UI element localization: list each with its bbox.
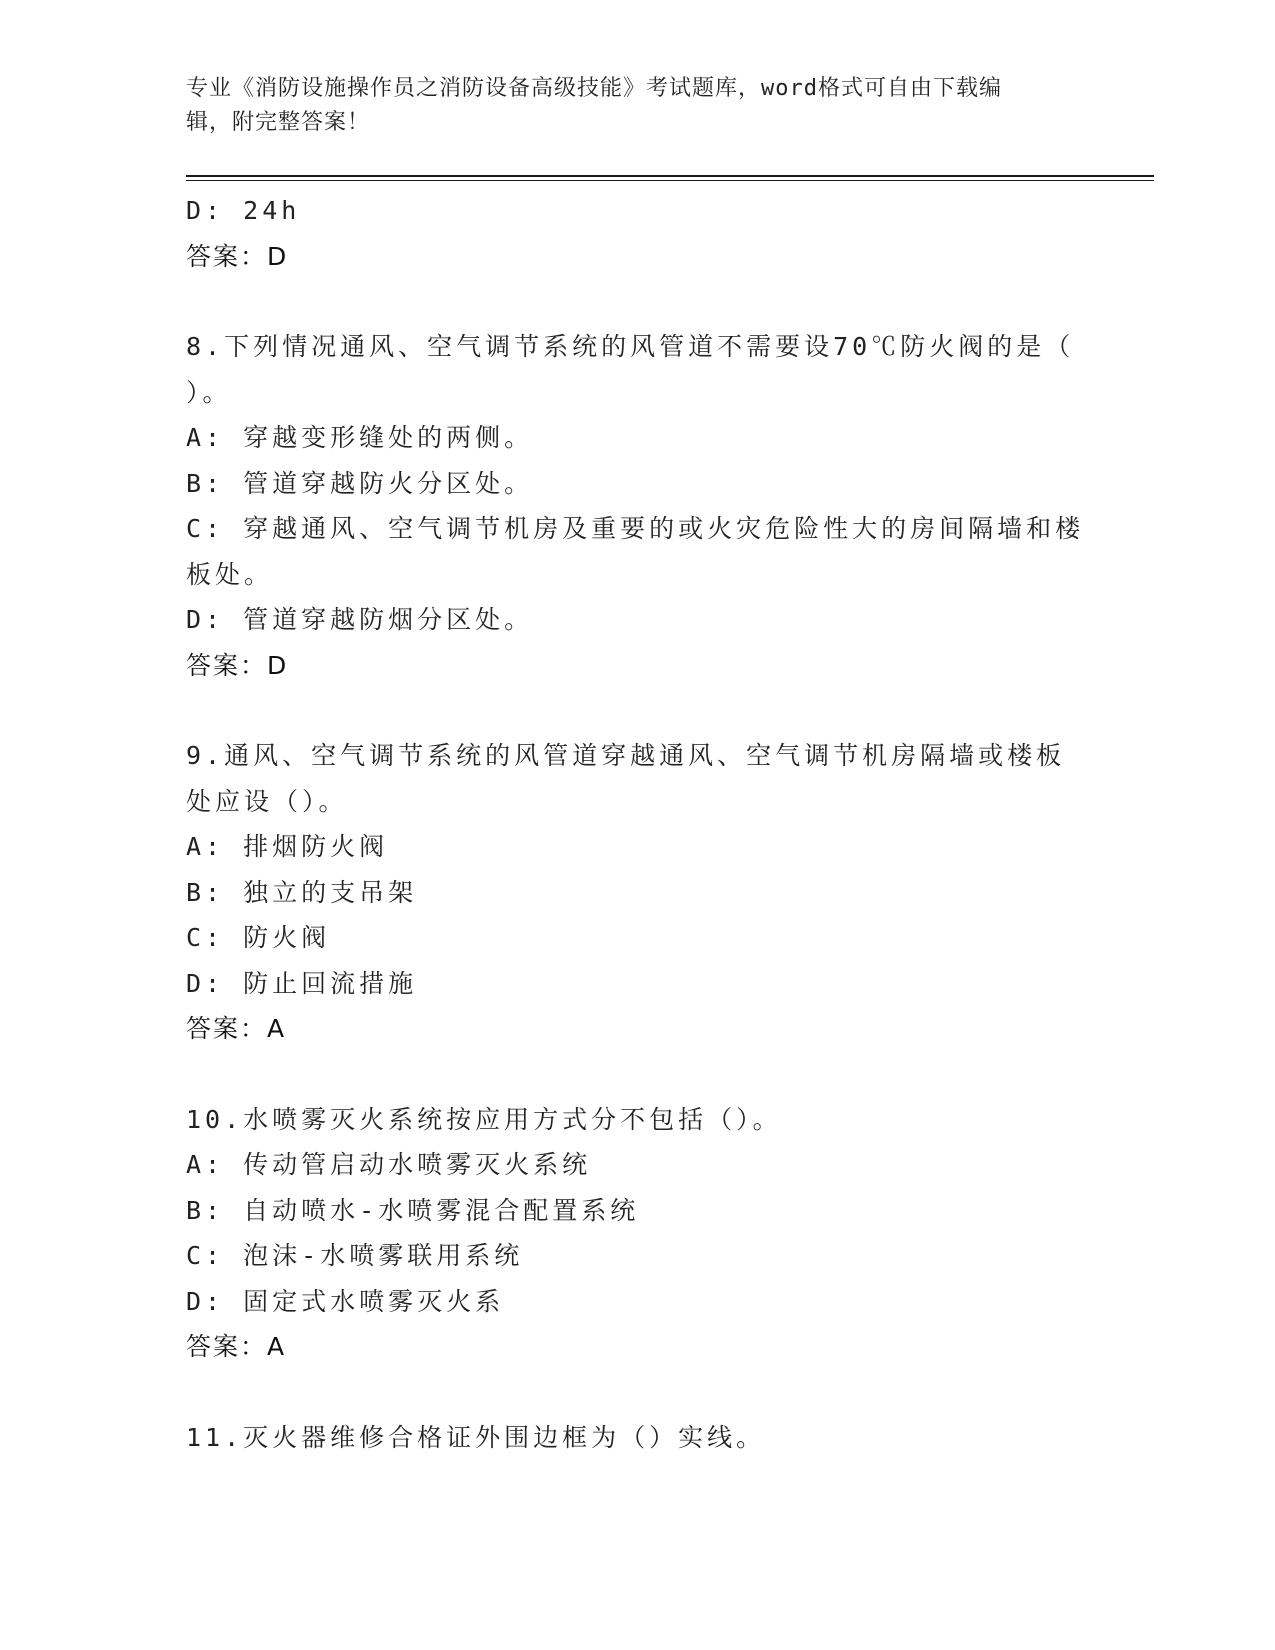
question-9-option-d: D: 防止回流措施	[186, 968, 418, 998]
spacer	[186, 279, 1086, 324]
header-line-1: 专业《消防设施操作员之消防设备高级技能》考试题库，word格式可自由下载编	[186, 76, 1002, 101]
question-8-stem-line-2: ）。	[186, 377, 232, 407]
question-8	[186, 324, 1086, 688]
question-content	[186, 188, 1086, 1460]
question-8-option-c-line-2: 板处。	[186, 559, 274, 589]
spacer	[186, 1052, 1086, 1097]
question-9-option-a: A: 排烟防火阀	[186, 832, 389, 861]
question-8-option-d: D: 管道穿越防烟分区处。	[186, 605, 534, 634]
question-9-answer: 答案：A	[186, 1014, 287, 1043]
question-8-option-c-line-1: C: 穿越通风、空气调节机房及重要的或火灾危险性大的房间隔墙和楼	[186, 514, 1085, 543]
question-9	[186, 733, 1086, 1052]
question-10	[186, 1097, 1086, 1370]
question-10-answer: 答案：A	[186, 1332, 287, 1361]
prev-option-d: D: 24h	[186, 196, 301, 225]
question-9-stem-line-1: 9.通风、空气调节系统的风管道穿越通风、空气调节机房隔墙或楼板	[186, 741, 1066, 770]
header-rule-thin	[186, 180, 1154, 181]
prev-answer: 答案：D	[186, 241, 289, 271]
question-10-stem: 10.水喷雾灭火系统按应用方式分不包括（）。	[186, 1104, 782, 1134]
question-9-option-b: B: 独立的支吊架	[186, 877, 418, 907]
question-10-option-d: D: 固定式水喷雾灭火系	[186, 1286, 505, 1316]
header-rule-thick	[186, 175, 1154, 177]
question-9-option-c: C: 防火阀	[186, 923, 331, 952]
question-8-option-b: B: 管道穿越防火分区处。	[186, 468, 534, 498]
document-header	[186, 72, 1066, 140]
question-11-stem: 11.灭火器维修合格证外围边框为（）实线。	[186, 1422, 766, 1452]
question-11	[186, 1415, 1086, 1461]
question-8-option-a: A: 穿越变形缝处的两侧。	[186, 423, 534, 452]
spacer	[186, 1370, 1086, 1415]
question-10-option-a: A: 传动管启动水喷雾灭火系统	[186, 1150, 592, 1179]
question-9-stem-line-2: 处应设（）。	[186, 786, 348, 816]
question-10-option-c: C: 泡沫-水喷雾联用系统	[186, 1241, 524, 1270]
spacer	[186, 688, 1086, 733]
header-line-2: 辑，附完整答案！	[186, 110, 371, 135]
question-10-option-b: B: 自动喷水-水喷雾混合配置系统	[186, 1195, 640, 1225]
question-8-stem-line-1: 8.下列情况通风、空气调节系统的风管道不需要设70℃防火阀的是（	[186, 332, 1075, 361]
question-8-answer: 答案：D	[186, 650, 289, 680]
